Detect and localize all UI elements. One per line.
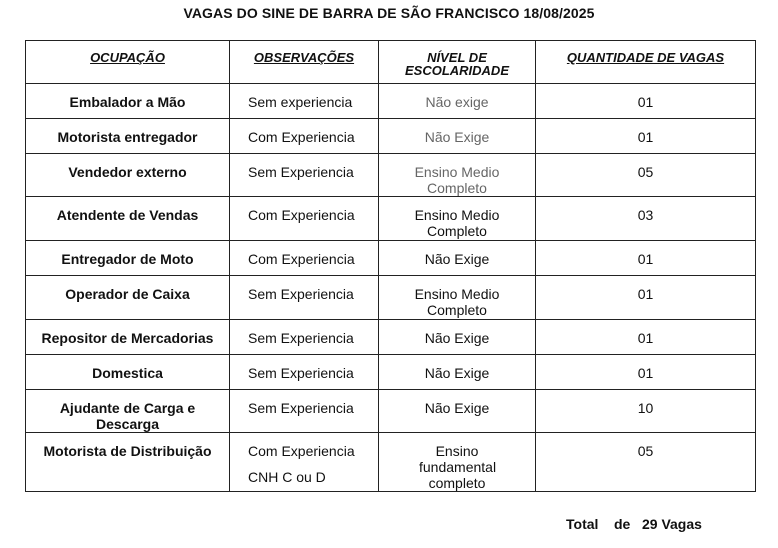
education: Ensino Medio Completo <box>414 286 500 318</box>
education: Não Exige <box>424 400 490 416</box>
education-cell <box>379 433 536 492</box>
observation-cell <box>230 197 379 241</box>
education-cell <box>379 276 536 320</box>
observation-cell <box>230 119 379 154</box>
observation-cell <box>230 276 379 320</box>
quantity-cell <box>536 390 756 433</box>
table-row <box>26 241 756 276</box>
occupation: Domestica <box>92 365 163 381</box>
quantity: 03 <box>637 207 654 223</box>
table-row <box>26 320 756 355</box>
table-row <box>26 433 756 492</box>
occupation-cell <box>26 154 230 197</box>
observation-cell <box>230 154 379 197</box>
quantity-cell <box>536 355 756 390</box>
occupation-cell <box>26 433 230 492</box>
observation: Com Experiencia <box>248 129 355 145</box>
quantity: 01 <box>637 251 654 267</box>
quantity-cell <box>536 154 756 197</box>
quantity: 05 <box>637 164 654 180</box>
observation: Sem Experiencia <box>248 164 354 180</box>
observation-cell <box>230 355 379 390</box>
total-label: Total <box>566 516 599 532</box>
table-row <box>26 154 756 197</box>
quantity: 01 <box>637 129 654 145</box>
education-cell <box>379 320 536 355</box>
occupation-cell <box>26 276 230 320</box>
table-row <box>26 276 756 320</box>
education: Não Exige <box>424 129 490 145</box>
occupation: Motorista de Distribuição <box>43 443 212 459</box>
quantity: 05 <box>637 443 654 459</box>
table-row <box>26 355 756 390</box>
occupation-cell <box>26 355 230 390</box>
occupation-cell <box>26 241 230 276</box>
observation: Sem Experiencia <box>248 286 354 302</box>
quantity-cell <box>536 433 756 492</box>
occupation: Repositor de Mercadorias <box>41 330 214 346</box>
header-observations: OBSERVAÇÕES <box>230 41 379 84</box>
education-cell <box>379 355 536 390</box>
education: Não Exige <box>424 251 490 267</box>
occupation: Vendedor externo <box>68 164 187 180</box>
education-cell <box>379 154 536 197</box>
observation: Com Experiencia <box>248 251 355 267</box>
education-cell <box>379 84 536 119</box>
occupation: Operador de Caixa <box>65 286 190 302</box>
table-row <box>26 119 756 154</box>
table-header-row <box>26 41 756 84</box>
header-education <box>379 41 536 84</box>
occupation-cell <box>26 197 230 241</box>
total-value: 29 Vagas <box>641 516 702 532</box>
observation-cell <box>230 84 379 119</box>
table-row <box>26 197 756 241</box>
observation: Com Experiencia <box>248 443 355 459</box>
education: Não Exige <box>424 330 490 346</box>
occupation-cell <box>26 390 230 433</box>
education-cell <box>379 197 536 241</box>
quantity-cell <box>536 197 756 241</box>
education: Ensino Medio Completo <box>414 164 500 196</box>
education: Não Exige <box>424 365 490 381</box>
header-quantity: QUANTIDADE DE VAGAS <box>536 41 756 84</box>
occupation-cell <box>26 320 230 355</box>
observation-cell <box>230 241 379 276</box>
observation: Sem Experiencia <box>248 365 354 381</box>
header-education-label: NÍVEL DE ESCOLARIDADE <box>404 50 509 78</box>
header-occupation: OCUPAÇÃO <box>26 41 230 84</box>
observation-cell <box>230 433 379 492</box>
education: Não exige <box>425 94 489 110</box>
quantity-cell <box>536 276 756 320</box>
observation-cell <box>230 390 379 433</box>
occupation-cell <box>26 119 230 154</box>
observation: Sem Experiencia <box>248 330 354 346</box>
quantity: 01 <box>637 365 654 381</box>
quantity-cell <box>536 320 756 355</box>
quantity: 01 <box>637 330 654 346</box>
quantity-cell <box>536 84 756 119</box>
table-row <box>26 84 756 119</box>
observation: Sem experiencia <box>248 94 353 110</box>
occupation: Embalador a Mão <box>69 94 186 110</box>
occupation: Motorista entregador <box>57 129 198 145</box>
observation-cell <box>230 320 379 355</box>
occupation-cell <box>26 84 230 119</box>
education-cell <box>379 390 536 433</box>
table-row <box>26 390 756 433</box>
observation: Sem Experiencia <box>248 400 354 416</box>
quantity: 01 <box>637 286 654 302</box>
job-vacancies-table <box>25 40 756 492</box>
education-cell <box>379 119 536 154</box>
total-summary <box>566 516 702 532</box>
quantity-cell <box>536 119 756 154</box>
education: Ensino fundamental completo <box>419 443 497 491</box>
quantity-cell <box>536 241 756 276</box>
education-cell <box>379 241 536 276</box>
occupation: Ajudante de Carga e Descarga <box>59 400 196 432</box>
occupation: Entregador de Moto <box>61 251 194 267</box>
quantity: 10 <box>637 400 654 416</box>
quantity: 01 <box>637 94 654 110</box>
education: Ensino Medio Completo <box>414 207 500 239</box>
page-title: VAGAS DO SINE DE BARRA DE SÃO FRANCISCO 18/08/2025 <box>183 5 595 21</box>
observation-extra: CNH C ou D <box>248 469 326 485</box>
total-of: de <box>613 516 631 532</box>
observation: Com Experiencia <box>248 207 355 223</box>
occupation: Atendente de Vendas <box>56 207 199 223</box>
